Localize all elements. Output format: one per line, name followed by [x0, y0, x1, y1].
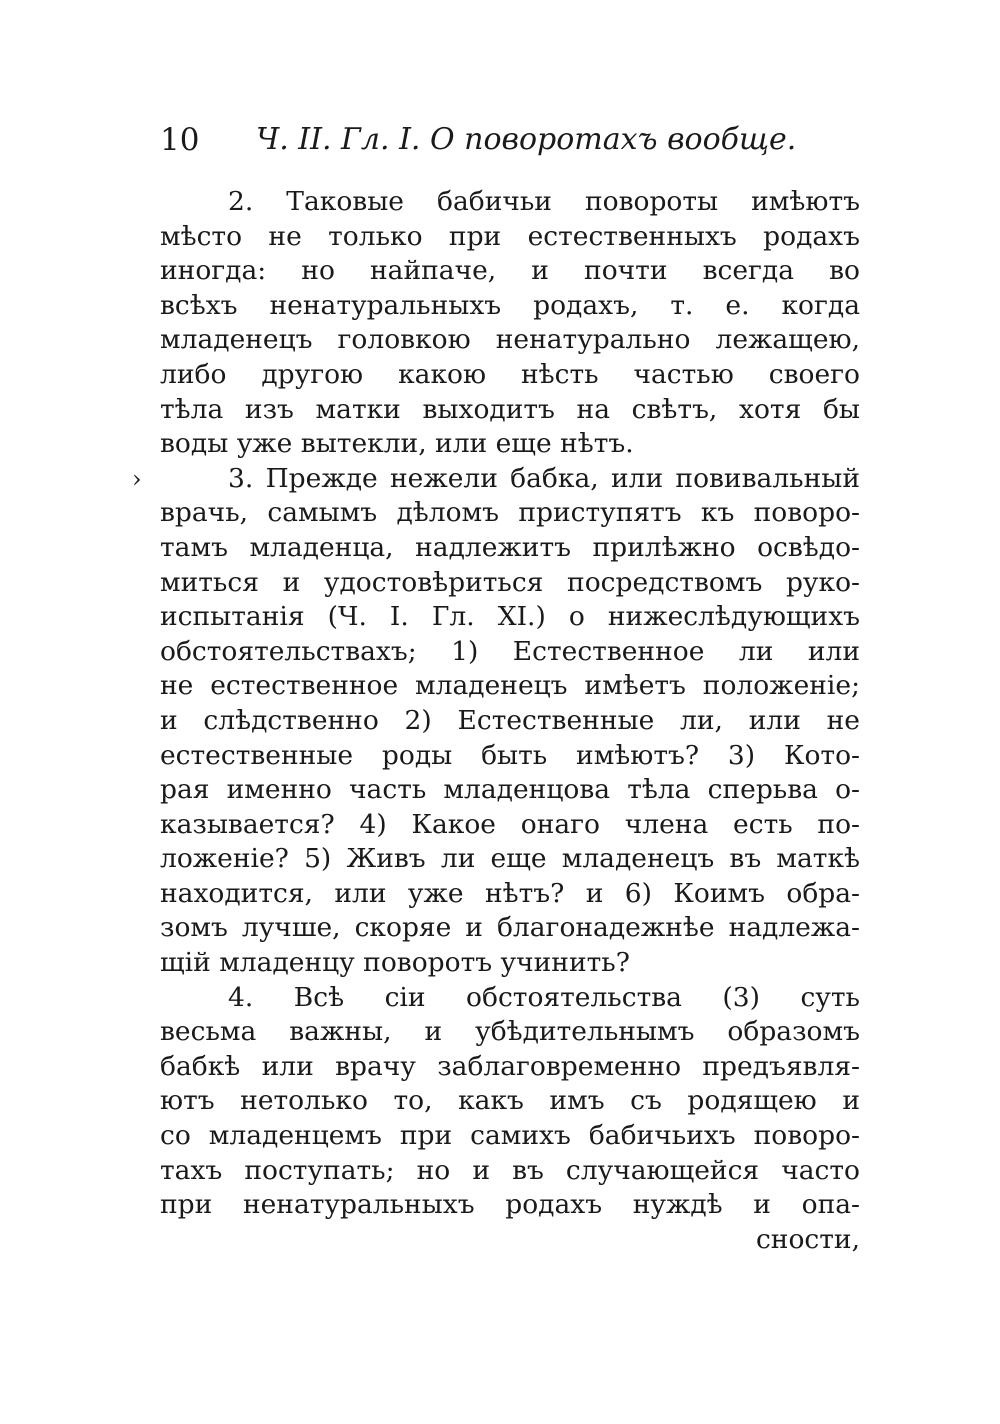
text-line: миться и удостовѣриться посредствомъ руко-	[160, 566, 860, 598]
text-line: рая именно часть младенцова тѣла сперьва о-	[160, 774, 860, 806]
text-line: зомъ лучше, скоряе и благонадежнѣе надлежа-	[160, 912, 860, 944]
text-line: 2. Таковые бабичьи повороты имѣютъ	[228, 186, 860, 217]
text-line: 4. Всѣ сіи обстоятельства (3) суть	[228, 981, 860, 1013]
text-line: казывается? 4) Какое онаго члена есть по-	[160, 808, 860, 840]
text-line: ютъ нетолько то, какъ имъ съ родящею и	[160, 1085, 860, 1117]
text-line: находится, или уже нѣтъ? и 6) Коимъ обра-	[160, 877, 860, 909]
text-line: ложеніе? 5) Живъ ли еще младенецъ въ маткѣ	[160, 843, 860, 875]
text-body	[160, 185, 860, 1257]
text-line: всѣхъ ненатуральныхъ родахъ, т. е. когда	[160, 289, 860, 321]
text-line: не естественное младенецъ имѣетъ положеніе;	[160, 670, 860, 702]
text-line: иногда: но найпаче, и почти всегда во	[160, 255, 860, 287]
text-line: естественные роды быть имѣютъ? 3) Кото-	[160, 739, 860, 771]
text-line: тахъ поступать; но и въ случающейся часто	[160, 1154, 860, 1186]
text-line: воды уже вытекли, или еще нѣтъ.	[160, 428, 634, 460]
running-title: Ч. II. Гл. I. О поворотахъ вообще.	[256, 122, 797, 157]
text-line: щій младенцу поворотъ учинить?	[160, 947, 630, 979]
running-head	[160, 118, 860, 162]
text-line: тамъ младенца, надлежитъ прилѣжно освѣдо-	[160, 531, 860, 563]
text-line: 3. Прежде нежели бабка, или повивальный	[228, 462, 860, 494]
text-line: весьма важны, и убѣдительнымъ образомъ	[160, 1016, 860, 1048]
text-line: со младенцемъ при самихъ бабичьихъ поворо-	[160, 1120, 860, 1152]
catchword: сности,	[755, 1223, 860, 1255]
text-line: младенецъ головкою ненатурально лежащею,	[160, 324, 860, 356]
text-line: мѣсто не только при естественныхъ родахъ	[160, 220, 860, 252]
text-line: бабкѣ или врачу заблаговременно предъявля-	[160, 1050, 860, 1082]
text-line: врачь, самымъ дѣломъ приступятъ къ поворо-	[160, 497, 860, 529]
text-line: тѣла изъ матки выходитъ на свѣтъ, хотя бы	[160, 393, 860, 425]
text-line: обстоятельствахъ; 1) Естественное ли или	[160, 635, 860, 667]
margin-mark: ›	[132, 465, 142, 493]
text-line: при ненатуральныхъ родахъ нуждѣ и опа-	[160, 1189, 860, 1221]
page-number: 10	[160, 122, 200, 158]
text-line: испытанія (Ч. I. Гл. XI.) о нижеслѣдующихъ	[160, 601, 860, 633]
text-line: и слѣдственно 2) Естественные ли, или не	[160, 704, 860, 736]
text-line: либо другою какою нѣсть частью своего	[160, 358, 860, 390]
